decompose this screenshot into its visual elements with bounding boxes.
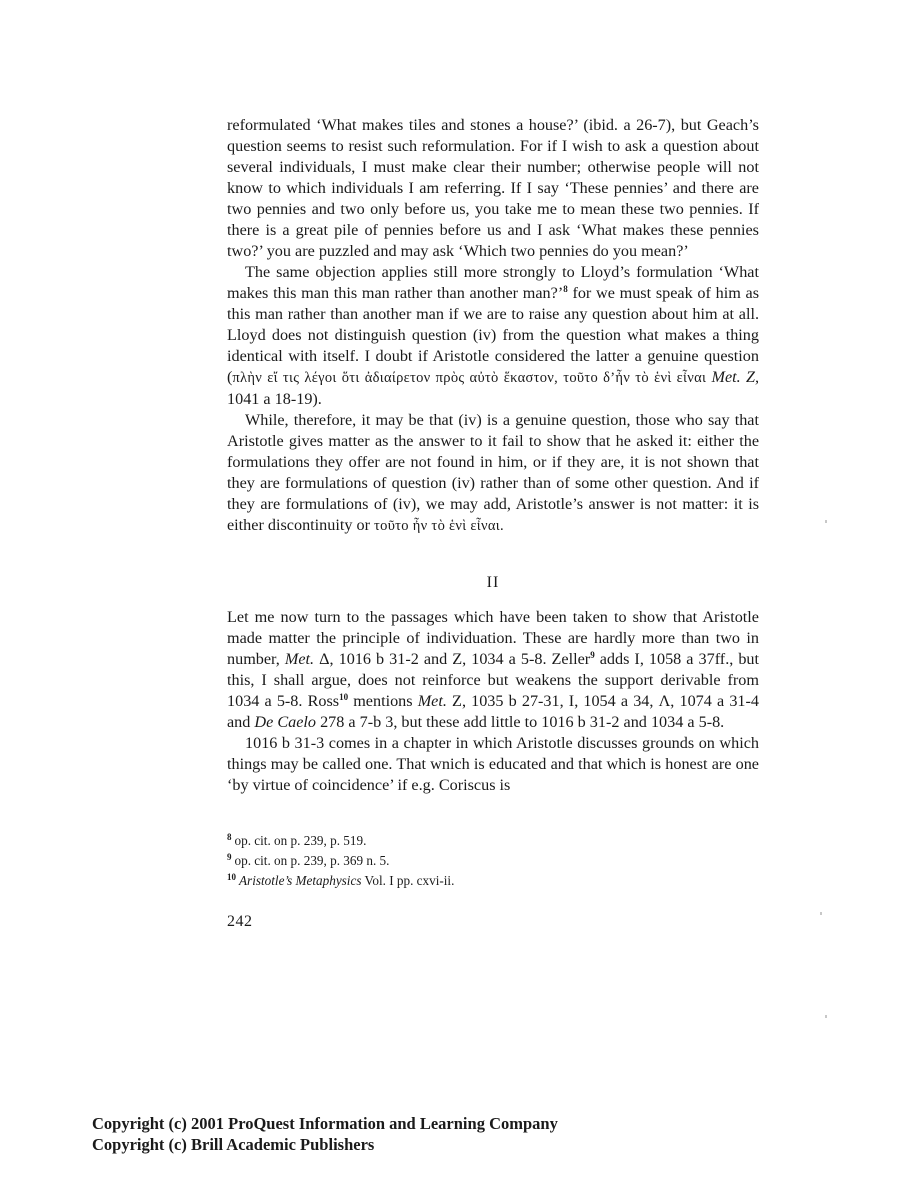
footnote-number: 10 — [227, 872, 236, 882]
paragraph-2-text-c: 1041 a 18-19). — [227, 390, 322, 408]
met-italic-1: Met. — [284, 650, 315, 668]
paragraph-2-text-a: The same objection applies still more strongly to Lloyd’s formulation ‘What makes this man this man rather than another man?’ — [227, 263, 759, 302]
page-body — [227, 115, 759, 931]
paragraph-2-text-b: for we must speak of him as this man rather than another man if we are to raise any question about him at all. Lloyd does not distinguish question (iv) from the question what makes a thing identical with itself. I doubt if Aristotle considered the latter a genuine question ( — [227, 284, 759, 386]
paragraph-5 — [227, 733, 759, 796]
footnote-text: op. cit. on p. 239, p. 369 n. 5. — [234, 853, 390, 868]
paragraph-5-text: 1016 b 31-3 comes in a chapter in which Aristotle discusses grounds on which things may be called one. That wnich is educated and that which is honest are one ‘by virtue of coincidence’ if e.g. Coriscus is — [227, 734, 759, 794]
greek-phrase: τοῦτο ἦν τὸ ἑνὶ εἶναι. — [374, 518, 504, 534]
paragraph-4-text-f: 278 a 7-b 3, but these add little to 1016 b 31-2 and 1034 a 5-8. — [316, 713, 725, 731]
footnote-10 — [227, 869, 759, 889]
footnote-ref-10: 10 — [339, 692, 349, 702]
section-heading: II — [486, 574, 500, 591]
copyright-line-1: Copyright (c) 2001 ProQuest Information and Learning Company — [92, 1114, 558, 1133]
footnote-9 — [227, 849, 759, 869]
greek-quote: πλὴν εἴ τις λέγοι ὅτι ἀδιαίρετον πρὸς αὐτὸ ἕκαστον, τοῦτο δ’ἦν τὸ ἑνὶ εἶναι — [232, 370, 707, 386]
met-reference: Met. Z, — [711, 368, 759, 386]
paragraph-1-text: reformulated ‘What makes tiles and stones a house?’ (ibid. a 26-7), but Geach’s question seems to resist such reformulation. For if I wish to ask a question about several individuals, I must make clear their number; otherwise people will not know to which individuals I am referring. If I say ‘These pennies’ and there are two pennies and two only before us, you take me to mean these two pennies. If there is a great pile of pennies before us and I ask ‘What makes these pennies two?’ you are puzzled and may ask ‘Which two pennies do you mean?’ — [227, 116, 759, 260]
footnote-number: 8 — [227, 832, 232, 842]
paragraph-3 — [227, 410, 759, 537]
footnotes — [227, 829, 759, 889]
scan-speck — [825, 1015, 827, 1018]
scan-speck — [825, 520, 827, 523]
de-caelo-italic: De Caelo — [254, 713, 317, 731]
copyright-line-2: Copyright (c) Brill Academic Publishers — [92, 1135, 375, 1154]
paragraph-4 — [227, 607, 759, 733]
paragraph-4-text-c: adds I, 1058 a 37ff., but this, I shall argue, does not reinforce but weakens the support derivable from 1034 a 5-8. Ross — [227, 650, 760, 710]
page-number: 242 — [227, 913, 253, 930]
paragraph-3-text: While, therefore, it may be that (iv) is a genuine question, those who say that Aristotle gives matter as the answer to it fail to show that he asked it: either the formulations they offer are not found in him, or if they are, it is not shown that they are formulations of question (iv) rather than of some other question. And if they are formulations of (iv), we may add, Aristotle’s answer is not matter: it is either discontinuity or — [227, 411, 759, 534]
footnote-text: op. cit. on p. 239, p. 519. — [234, 833, 367, 848]
footnote-8 — [227, 829, 759, 849]
footnote-book-title: Aristotle’s Metaphysics — [239, 873, 362, 888]
paragraph-2 — [227, 262, 759, 410]
footnote-number: 9 — [227, 852, 232, 862]
paragraph-1 — [227, 115, 759, 262]
paragraph-4-text-e: Z, 1035 b 27-31, I, 1054 a 34, Λ, 1074 a 31-4 and — [227, 692, 759, 731]
met-italic-2: Met. — [417, 692, 447, 710]
paragraph-4-text-d: mentions — [348, 692, 418, 710]
paragraph-4-text-b: Δ, 1016 b 31-2 and Z, 1034 a 5-8. Zeller — [314, 650, 591, 668]
paragraph-4-text-a: Let me now turn to the passages which have been taken to show that Aristotle made matter the principle of individuation. These are hardly more than two in number, — [227, 608, 759, 668]
footnote-ref-8: 8 — [563, 284, 568, 294]
scan-speck — [820, 912, 822, 915]
footnote-ref-9: 9 — [590, 650, 595, 660]
footnote-text: Vol. I pp. cxvi-ii. — [361, 873, 455, 888]
